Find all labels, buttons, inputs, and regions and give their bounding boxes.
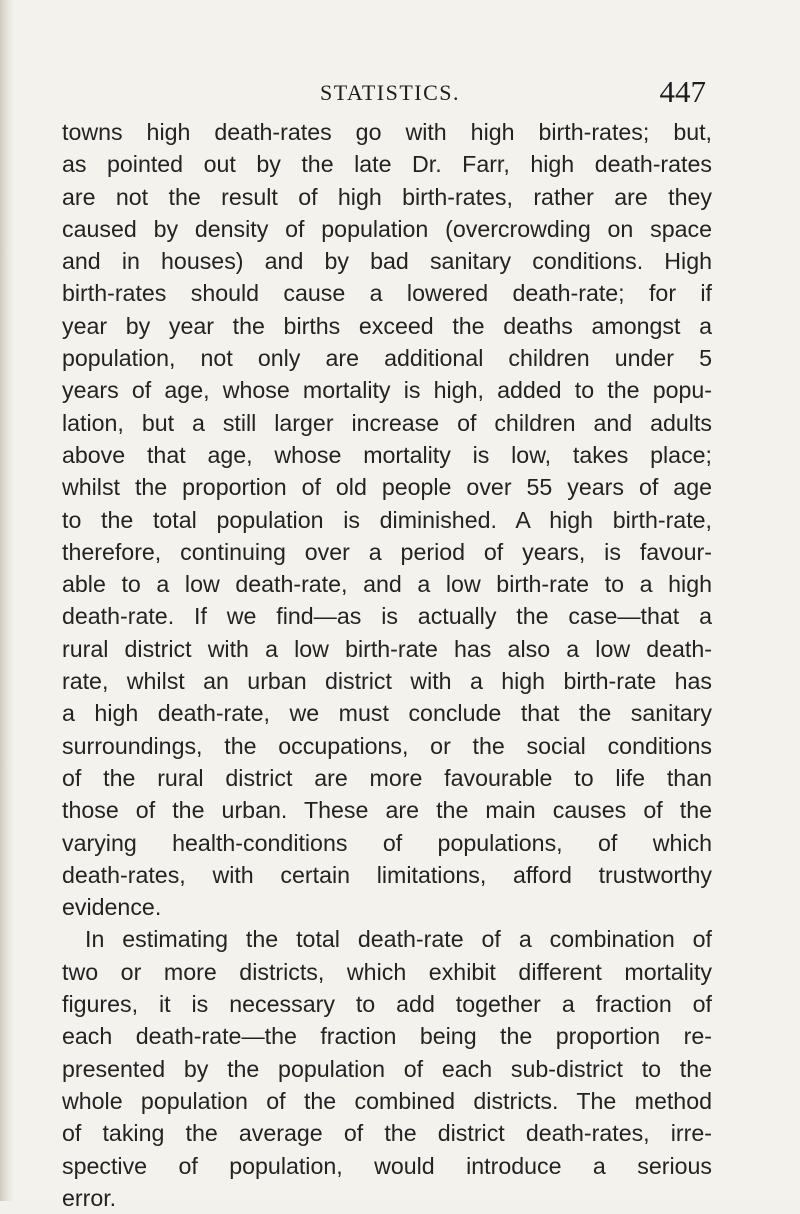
running-title: STATISTICS. [320, 80, 461, 105]
text-line: of taking the average of the district death-rates, irre- [62, 1120, 712, 1147]
paragraph-1 [62, 116, 712, 923]
text-line: surroundings, the occupations, or the social conditions [62, 732, 712, 759]
text-line: In estimating the total death-rate of a combination of [85, 926, 712, 953]
text-line: death-rates, with certain limitations, afford trustworthy [62, 861, 712, 888]
paragraph-2 [62, 923, 712, 1214]
text-line: rural district with a low birth-rate has also a low death- [62, 635, 712, 662]
text-line: those of the urban. These are the main causes of the [62, 797, 712, 824]
text-line: a high death-rate, we must conclude that the sanitary [62, 700, 712, 727]
text-line: varying health-conditions of populations, of which [62, 829, 712, 856]
text-line: caused by density of population (overcrowding on space [62, 215, 712, 242]
text-line: population, not only are additional children under 5 [62, 345, 712, 372]
text-line: therefore, continuing over a period of years, is favour- [62, 538, 712, 565]
text-line: presented by the population of each sub-district to the [62, 1055, 712, 1082]
text-line: lation, but a still larger increase of children and adults [62, 409, 712, 436]
text-line: evidence. [62, 894, 162, 921]
text-line: rate, whilst an urban district with a high birth-rate has [62, 668, 712, 695]
binding-shadow [0, 0, 14, 1201]
text-line: and in houses) and by bad sanitary conditions. High [62, 248, 712, 275]
text-line: death-rate. If we find—as is actually the case—that a [62, 603, 712, 630]
text-line: towns high death-rates go with high birth-rates; but, [62, 119, 712, 145]
text-line: two or more districts, which exhibit different mortality [62, 958, 712, 985]
text-line: figures, it is necessary to add together a fraction of [62, 991, 712, 1018]
text-line: years of age, whose mortality is high, added to the popu- [62, 377, 712, 404]
text-line: whole population of the combined districts. The method [62, 1087, 712, 1114]
text-line: each death-rate—the fraction being the proportion re- [62, 1023, 712, 1050]
text-line: error. [62, 1184, 117, 1211]
text-line: to the total population is diminished. A high birth-rate, [62, 506, 712, 533]
text-line: are not the result of high birth-rates, rather are they [62, 183, 712, 210]
running-head [320, 72, 720, 112]
text-line: year by year the births exceed the deaths amongst a [62, 312, 712, 339]
text-line: of the rural district are more favourable to life than [62, 764, 712, 791]
text-line: able to a low death-rate, and a low birth-rate to a high [62, 571, 712, 598]
text-line: above that age, whose mortality is low, takes place; [62, 441, 712, 468]
text-line: whilst the proportion of old people over 55 years of age [62, 474, 712, 501]
text-line: birth-rates should cause a lowered death-rate; for if [62, 280, 712, 307]
body-text [62, 116, 712, 1214]
text-line: as pointed out by the late Dr. Farr, high death-rates [62, 151, 712, 178]
text-line: spective of population, would introduce a serious [62, 1152, 712, 1179]
page-number: 447 [659, 74, 706, 109]
